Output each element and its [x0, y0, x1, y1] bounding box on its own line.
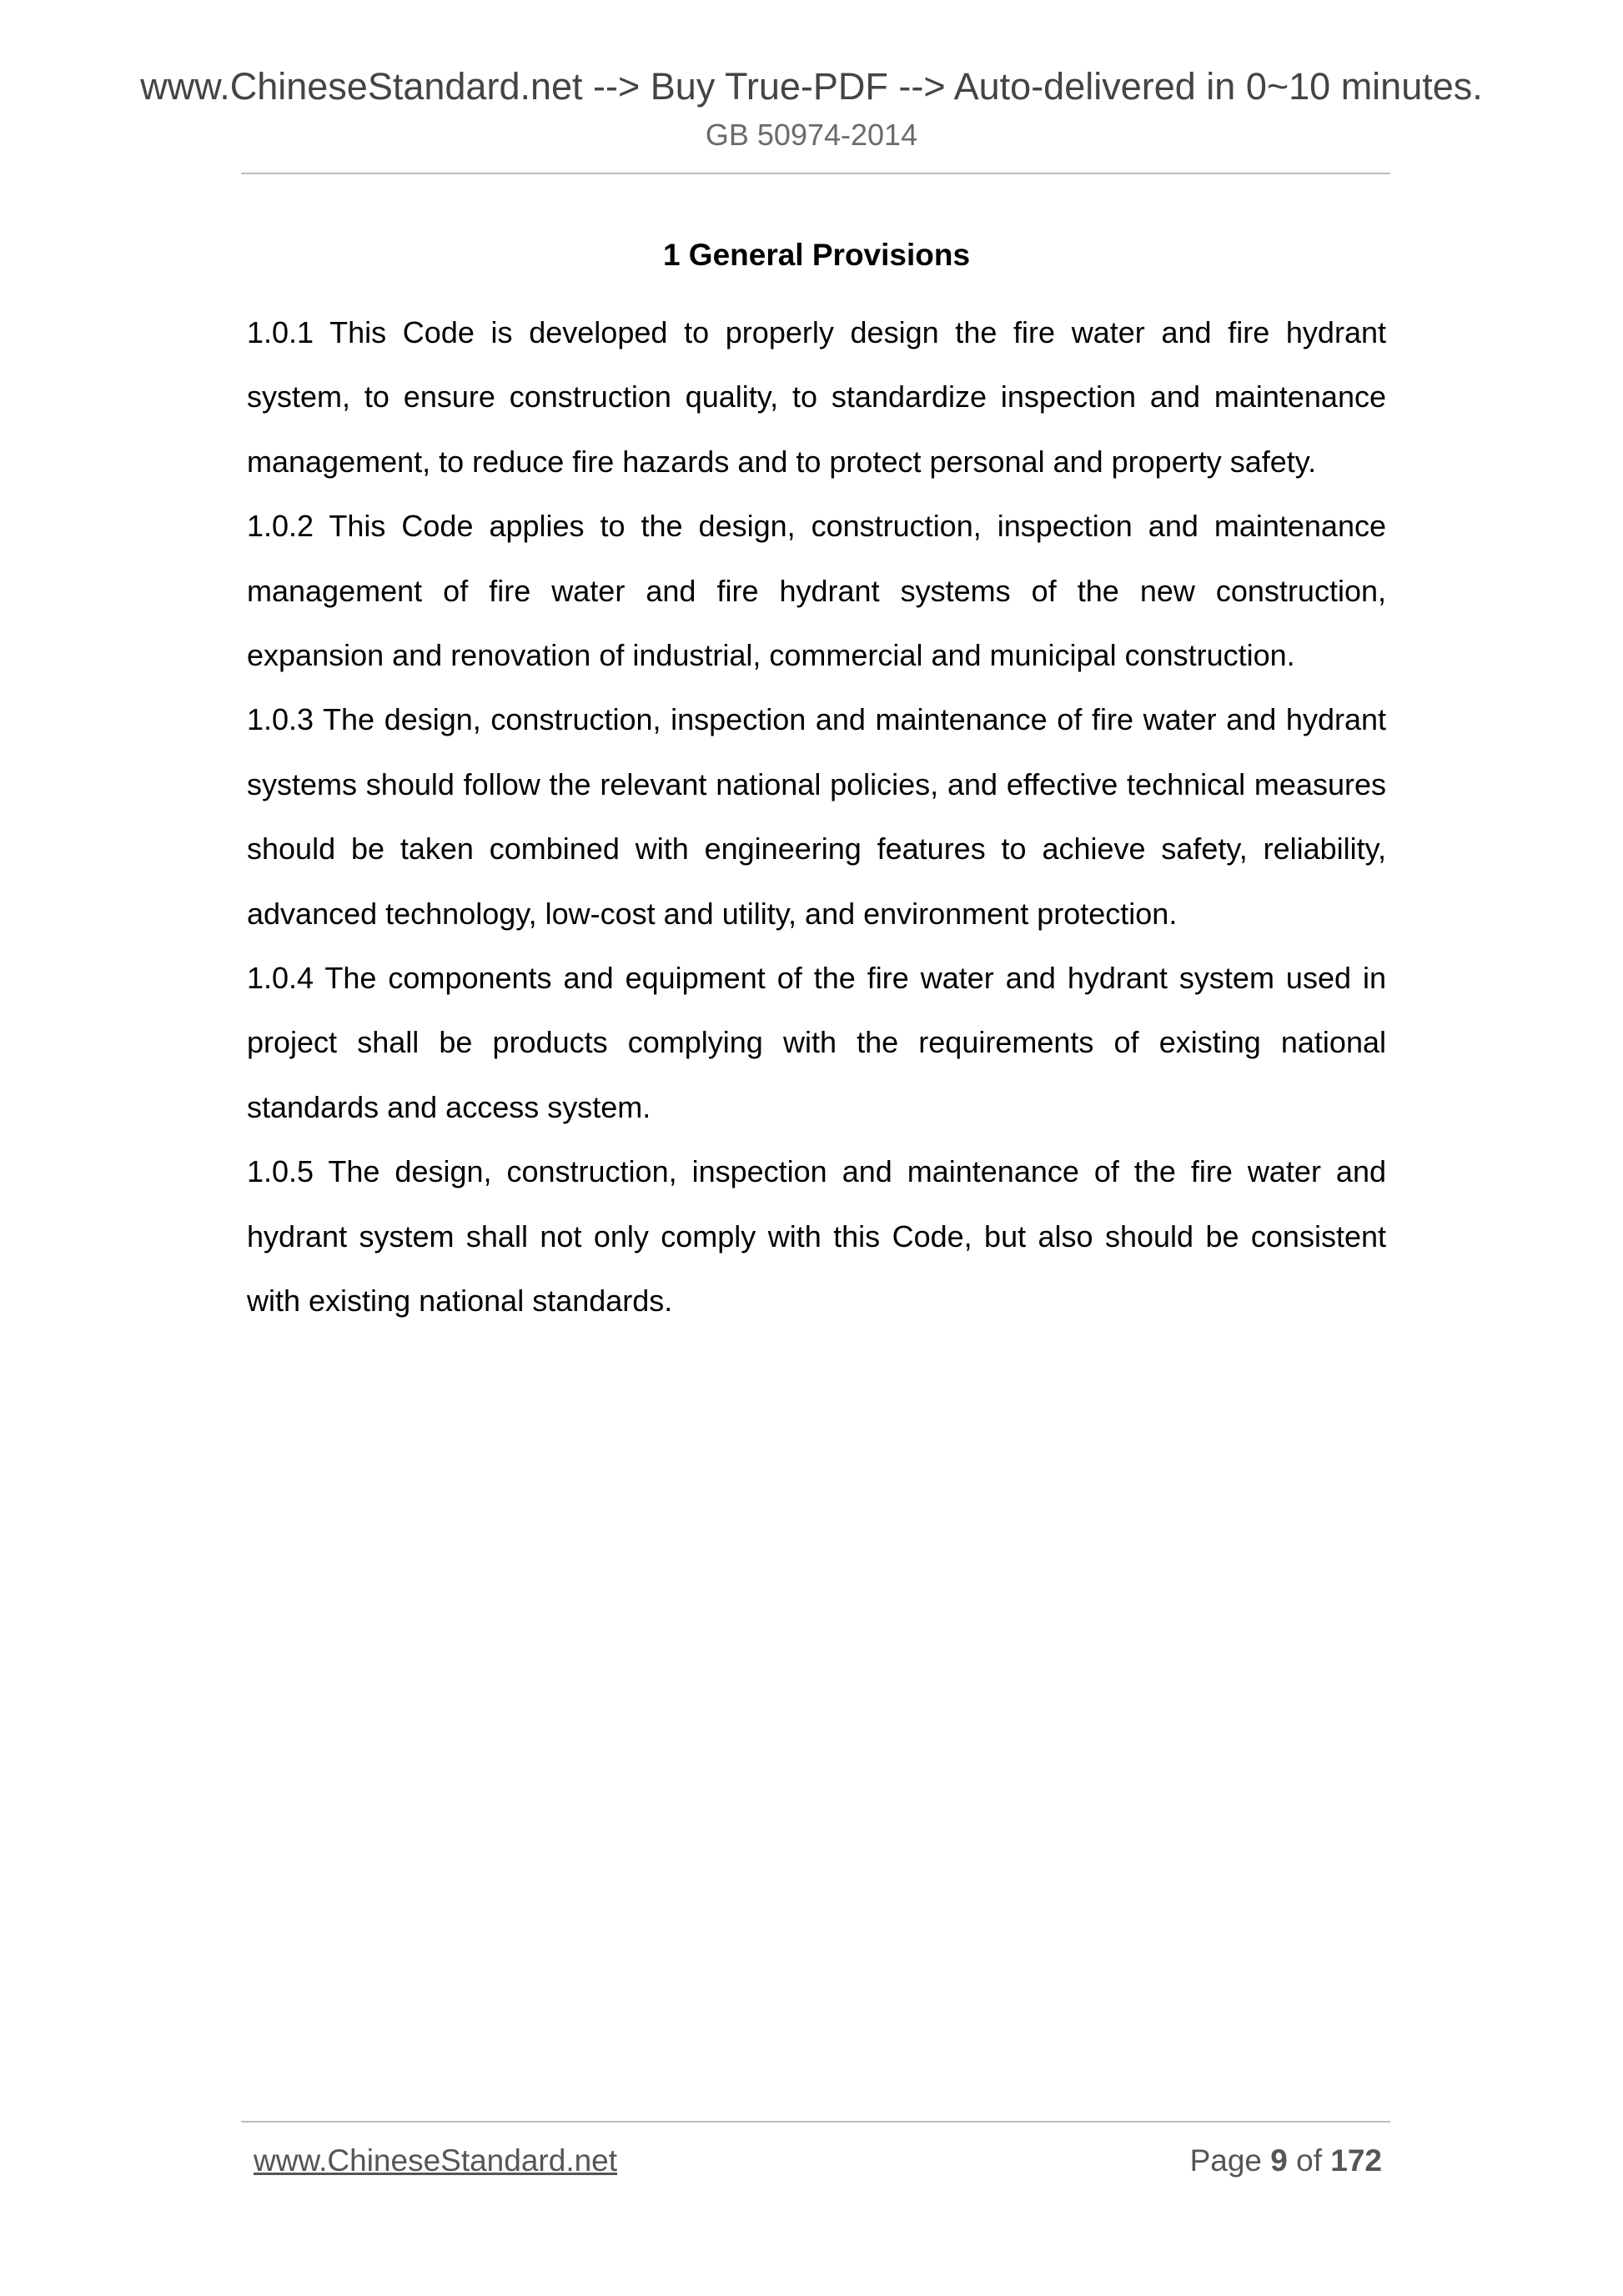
page-total: 172: [1330, 2143, 1382, 2178]
header-divider: [241, 173, 1390, 174]
clause-1-0-1: 1.0.1 This Code is developed to properly design the fire water and fire hydrant system, to ensure construction quality, to standardize inspection and maintenance management, to reduce fire hazards and to protect personal and property safety.: [247, 315, 1386, 479]
header-banner: www.ChineseStandard.net --> Buy True-PDF --> Auto-delivered in 0~10 minutes.: [140, 65, 1483, 108]
footer-site-link[interactable]: www.ChineseStandard.net: [254, 2143, 618, 2178]
clause-1-0-4: 1.0.4 The components and equipment of the fire water and hydrant system used in project shall be products complying with the requirements of existing national standards and access system.: [247, 961, 1386, 1124]
clause-1-0-5: 1.0.5 The design, construction, inspection and maintenance of the fire water and hydrant system shall not only comply with this Code, but also should be consistent with existing national standards.: [247, 1154, 1386, 1319]
page-of-label: of: [1296, 2143, 1322, 2178]
page-current: 9: [1270, 2143, 1288, 2178]
page-indicator: [1190, 2140, 1382, 2182]
clause-1-0-2: 1.0.2 This Code applies to the design, construction, inspection and maintenance management of fire water and fire hydrant systems of the new construction, expansion and renovation of industrial, commercial and municipal construction.: [247, 509, 1386, 673]
document-id: GB 50974-2014: [705, 118, 918, 152]
clause-1-0-3: 1.0.3 The design, construction, inspection and maintenance of fire water and hydrant systems should follow the relevant national policies, and effective technical measures should be taken combined with engineering features to achieve safety, reliability, advanced technology, low-cost and utility, and environment protection.: [247, 702, 1386, 931]
footer-divider: [241, 2121, 1390, 2123]
page-label: Page: [1189, 2143, 1262, 2178]
page-body: [247, 234, 1386, 1334]
chapter-title: 1 General Provisions: [662, 238, 971, 272]
